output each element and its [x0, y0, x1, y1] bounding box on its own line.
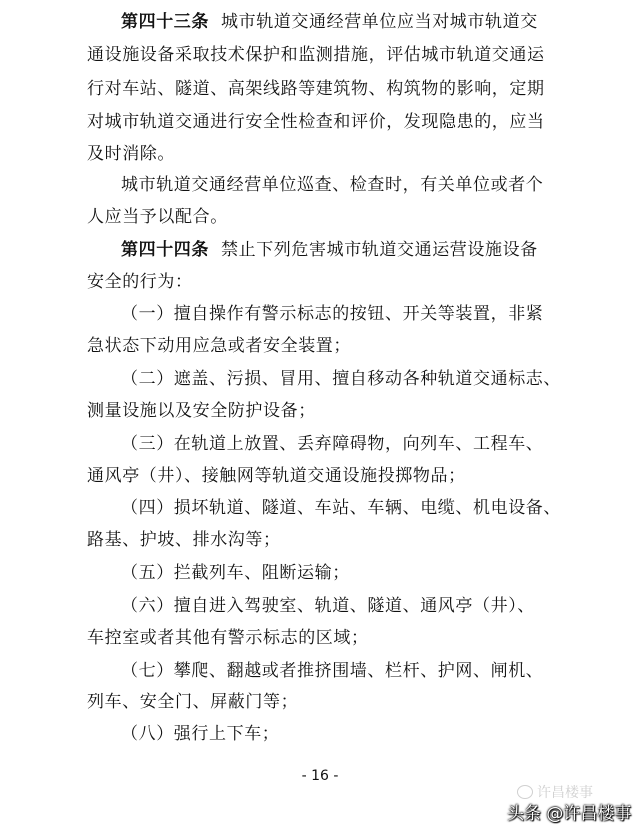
item-3-line-1: （三）在轨道上放置、丢弃障碍物，向列车、工程车、	[121, 434, 544, 454]
article-43-label: 第四十三条	[121, 12, 209, 32]
item-7-line-1: （七）攀爬、翻越或者推挤围墙、栏杆、护网、闸机、	[121, 661, 544, 681]
faint-watermark-text: 许昌楼事	[537, 785, 593, 801]
item-7-line-2: 列车、安全门、屏蔽门等；	[87, 692, 299, 712]
page-number: - 16 -	[301, 768, 339, 784]
item-1-line-1: （一）擅自操作有警示标志的按钮、开关等装置，非紧	[121, 304, 544, 324]
item-6-line-1: （六）擅自进入驾驶室、轨道、隧道、通风亭（井）、	[121, 596, 535, 616]
article-43-line-3: 行对车站、隧道、高架线路等建筑物、构筑物的影响，定期	[87, 79, 545, 99]
item-8-line-1: （八）强行上下车；	[121, 724, 280, 744]
item-2-line-2: 测量设施以及安全防护设备；	[87, 401, 316, 421]
article-44-line-1	[121, 240, 538, 260]
item-4-line-1: （四）损坏轨道、隧道、车站、车辆、电缆、机电设备、	[121, 498, 561, 518]
article-44-label: 第四十四条	[121, 240, 209, 260]
item-5-line-1: （五）拦截列车、阻断运输；	[121, 563, 350, 583]
article-43-line-2: 通设施设备采取技术保护和监测措施，评估城市轨道交通运	[87, 45, 545, 65]
article-43-line-5: 及时消除。	[87, 144, 175, 164]
article-43-para2-line-1: 城市轨道交通经营单位巡查、检查时，有关单位或者个	[121, 175, 544, 195]
item-3-line-2: 通风亭（井）、接触网等轨道交通设施投掷物品；	[87, 466, 466, 486]
article-43-line-4: 对城市轨道交通进行安全性检查和评价，发现隐患的，应当	[87, 112, 545, 132]
article-44-line-2: 安全的行为：	[87, 272, 193, 292]
wechat-icon	[517, 785, 533, 799]
item-6-line-2: 车控室或者其他有警示标志的区域；	[87, 628, 369, 648]
item-1-line-2: 急状态下动用应急或者安全装置；	[87, 336, 351, 356]
item-4-line-2: 路基、护坡、排水沟等；	[87, 530, 281, 550]
item-2-line-1: （二）遮盖、污损、冒用、擅自移动各种轨道交通标志、	[121, 369, 561, 389]
article-43-text: 城市轨道交通经营单位应当对城市轨道交	[221, 12, 538, 32]
article-43-line-1	[121, 12, 538, 32]
article-43-para2-line-2: 人应当予以配合。	[87, 207, 228, 227]
toutiao-watermark: 头条 @许昌楼事	[507, 804, 632, 824]
article-44-text: 禁止下列危害城市轨道交通运营设施设备	[221, 240, 538, 260]
